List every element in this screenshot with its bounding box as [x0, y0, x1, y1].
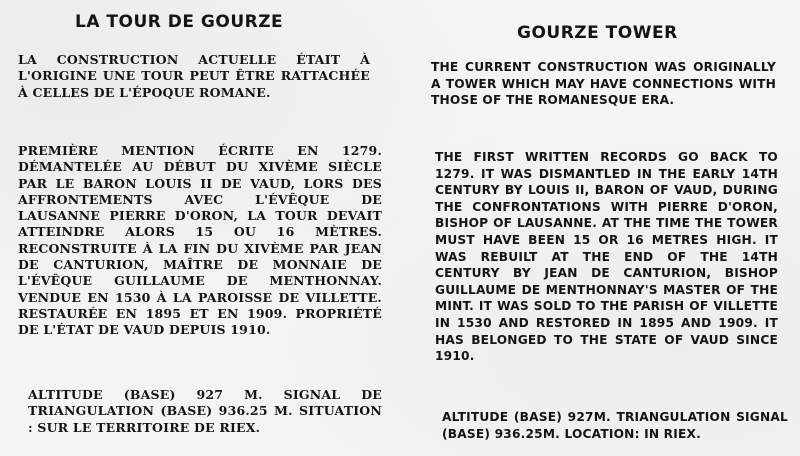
- english-paragraph-altitude: ALTITUDE (BASE) 927M. TRIANGULATION SIGNAL (BASE) 936.25M. LOCATION: IN RIEX.: [442, 410, 788, 441]
- french-title: LA TOUR DE GOURZE: [75, 12, 284, 32]
- french-paragraph-history: PREMIÈRE MENTION ÉCRITE EN 1279. DÉMANTELÉE AU DÉBUT DU XIVÈME SIÈCLE PAR LE BARON LOUIS II DE VAUD, LORS DES AFFRONTEMENTS AVEC L'ÉVÊQUE DE LAUSANNE PIERRE D'ORON, LA TOUR DEVAIT ATTEINDRE ALORS 15 OU 16 MÈTRES. RECONSTRUITE À LA FIN DU XIVÈME PAR JEAN DE CANTURION, MAÎTRE DE MONNAIE DE L'ÉVÊQUE GUILLAUME DE MENTHONNAY. VENDUE EN 1530 À LA PAROISSE DE VILLETTE. RESTAURÉE EN 1895 ET EN 1909. PROPRIÉTÉ DE L'ÉTAT DE VAUD DEPUIS 1910.: [18, 143, 382, 338]
- english-paragraph-history: THE FIRST WRITTEN RECORDS GO BACK TO 1279. IT WAS DISMANTLED IN THE EARLY 14TH CENTURY BY LOUIS II, BARON OF VAUD, DURING THE CONFRONTATIONS WITH PIERRE D'ORON, BISHOP OF LAUSANNE. AT THE TIME THE TOWER MUST HAVE BEEN 15 OR 16 METRES HIGH. IT WAS REBUILT AT THE END OF THE 14TH CENTURY BY JEAN DE CANTURION, BISHOP GUILLAUME DE MENTHONNAY'S MASTER OF THE MINT. IT WAS SOLD TO THE PARISH OF VILLETTE IN 1530 AND RESTORED IN 1895 AND 1909. IT HAS BELONGED TO THE STATE OF VAUD SINCE 1910.: [435, 150, 778, 364]
- french-paragraph-intro: LA CONSTRUCTION ACTUELLE ÉTAIT À L'ORIGINE UNE TOUR PEUT ÊTRE RATTACHÉE À CELLES DE L'ÉPOQUE ROMANE.: [18, 52, 370, 100]
- english-title: GOURZE TOWER: [517, 23, 678, 43]
- english-panel: [400, 0, 800, 456]
- english-paragraph-intro: THE CURRENT CONSTRUCTION WAS ORIGINALLY A TOWER WHICH MAY HAVE CONNECTIONS WITH THOSE OF THE ROMANESQUE ERA.: [431, 60, 776, 108]
- french-paragraph-altitude: ALTITUDE (BASE) 927 M. SIGNAL DE TRIANGULATION (BASE) 936.25 M. SITUATION : SUR LE TERRITOIRE DE RIEX.: [28, 387, 382, 435]
